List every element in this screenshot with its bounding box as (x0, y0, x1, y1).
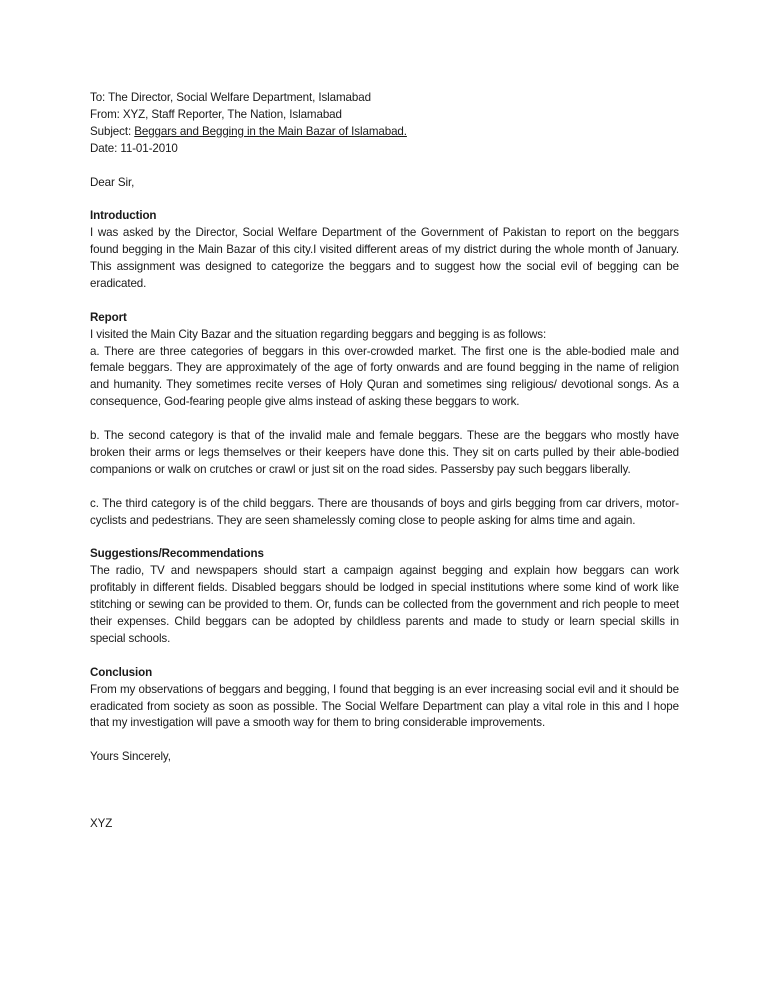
conclusion-heading: Conclusion (90, 665, 153, 679)
introduction-body: I was asked by the Director, Social Welfare Department of the Government of Pakistan to report on the beggars found begging in the Main Bazar of this city.I visited different areas of my district during the whole month of January. This assignment was designed to categorize the beggars and to suggest how the social evil of begging can be eradicated. (90, 226, 679, 290)
report-intro: I visited the Main City Bazar and the situation regarding beggars and begging is as follows: (90, 327, 547, 341)
salutation: Dear Sir, (90, 175, 135, 189)
suggestions-heading: Suggestions/Recommendations (90, 547, 264, 561)
report-heading: Report (90, 310, 127, 324)
subject-text: Beggars and Begging in the Main Bazar of Islamabad. (134, 124, 407, 138)
suggestions-body: The radio, TV and newspapers should start a campaign against begging and explain how beggars can work profitably in different fields. Disabled beggars should be lodged in special institutions where some kind of work like stitching or sewing can be provided to them. Or, funds can be collected from the government and rich people to meet their expenses. Child beggars can be adopted by childless parents and made to study or learn special skills in special schools. (90, 564, 679, 645)
letter (90, 90, 679, 833)
to-line: To: The Director, Social Welfare Department, Islamabad (90, 91, 371, 104)
report-point-b: b. The second category is that of the invalid male and female beggars. These are the beggars who mostly have broken their arms or legs themselves or their keepers have done this. They sit on carts pulled by their able-bodied companions or walk on crutches or crawl or just sit on the road sides. Passersby pay such beggars liberally. (90, 429, 679, 476)
subject-line (90, 124, 679, 141)
report-point-c: c. The third category is of the child beggars. There are thousands of boys and girls begging from car drivers, motor-cyclists and pedestrians. They are seen shamelessly coming close to people asking for alms time and again. (90, 496, 679, 527)
introduction-heading: Introduction (90, 209, 157, 223)
report-point-a: a. There are three categories of beggars in this over-crowded market. The first one is the able-bodied male and female beggars. They are approximately of the age of forty onwards and are found begging in the name of religion and humanity. They sometimes recite verses of Holy Quran and sometimes sing religious/ devotional songs. As a consequence, God-fearing people give alms instead of asking these beggars to work. (90, 344, 679, 409)
from-line: From: XYZ, Staff Reporter, The Nation, Islamabad (90, 107, 342, 121)
subject-label: Subject: (90, 124, 135, 138)
signature: XYZ (90, 817, 113, 831)
date-line: Date: 11-01-2010 (90, 141, 178, 155)
closing: Yours Sincerely, (90, 750, 171, 764)
conclusion-body: From my observations of beggars and begging, I found that begging is an ever increasing social evil and it should be eradicated from society as soon as possible. The Social Welfare Department can play a vital role in this and I hope that my investigation will pave a smooth way for them to bring considerable improvements. (90, 682, 679, 730)
